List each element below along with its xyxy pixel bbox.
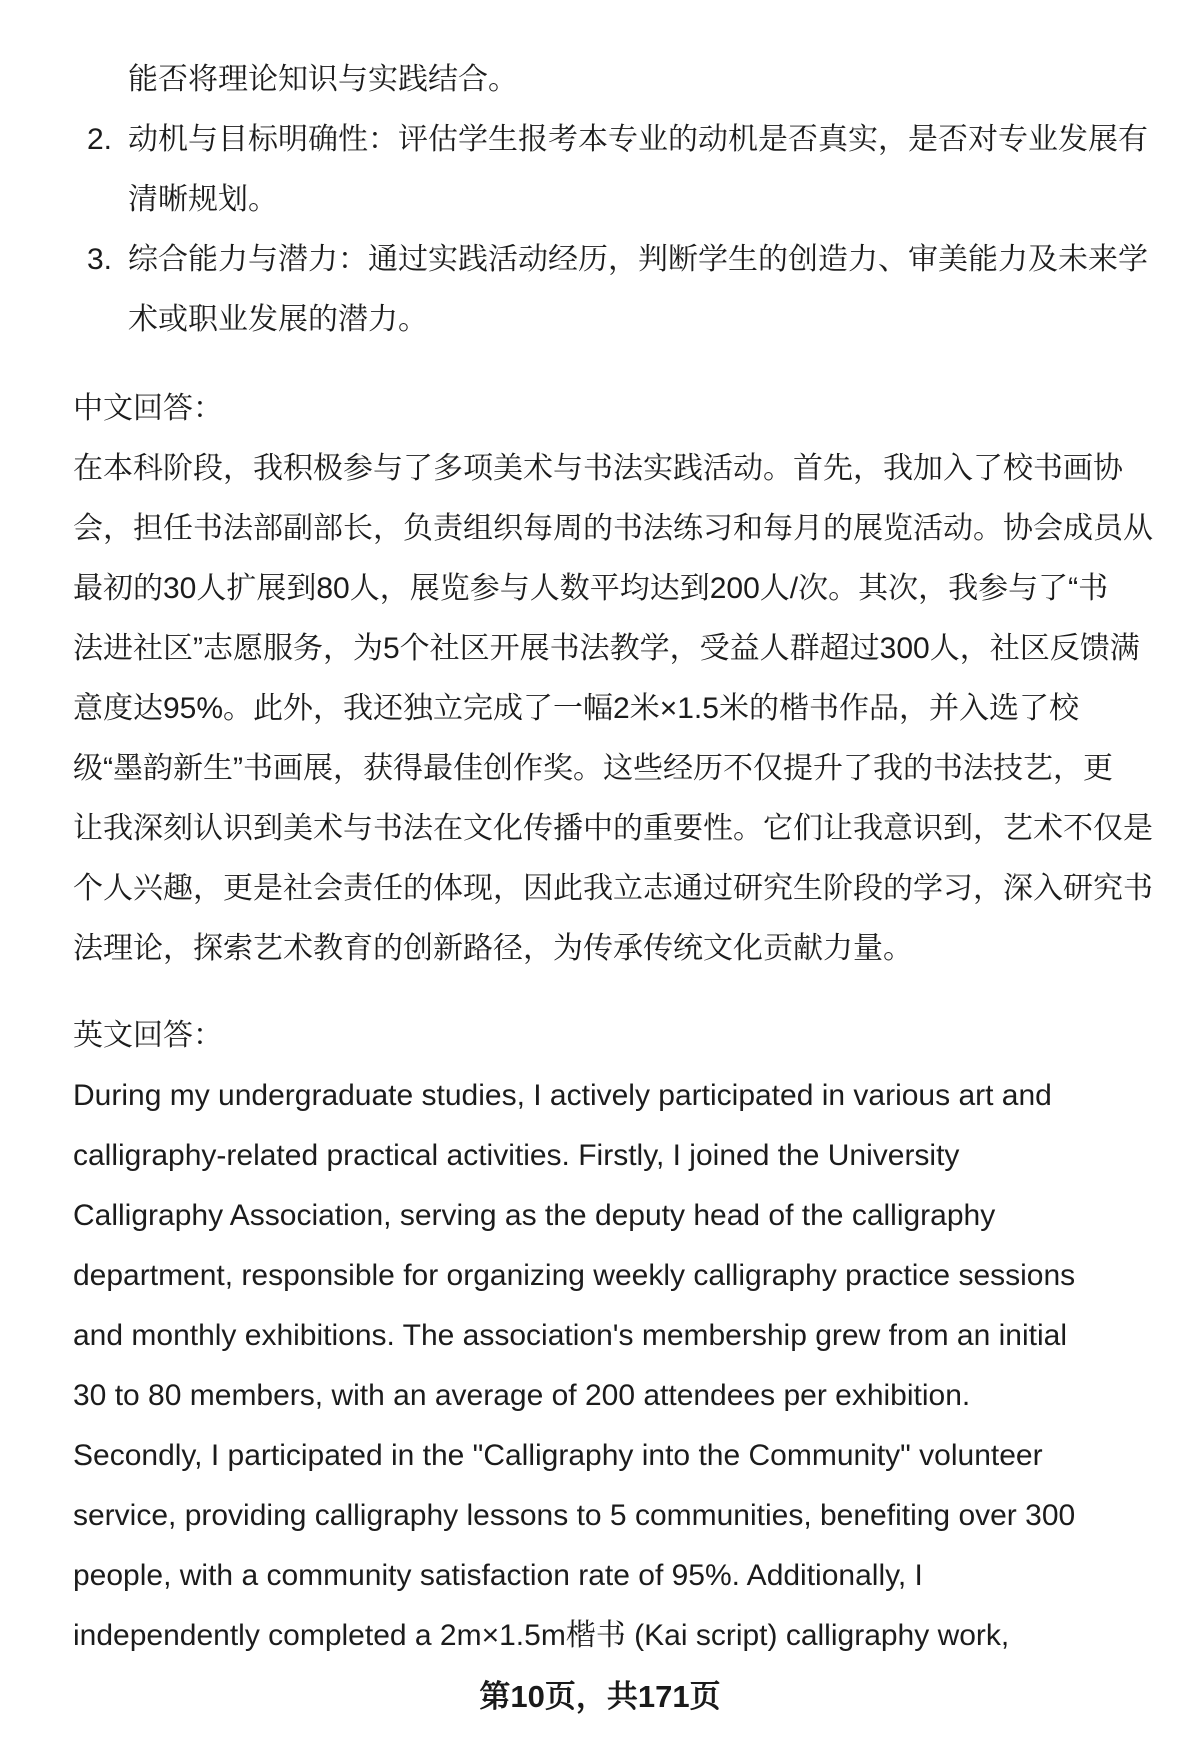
english-answer-heading: 英文回答： <box>73 1019 223 1052</box>
english-answer-line: Secondly, I participated in the "Calligraphy into the Community" volunteer <box>73 1439 1043 1472</box>
chinese-answer-line: 级“墨韵新生”书画展，获得最佳创作奖。这些经历不仅提升了我的书法技艺，更 <box>73 752 1113 785</box>
chinese-answer-line: 意度达95%。此外，我还独立完成了一幅2米×1.5米的楷书作品，并入选了校 <box>73 692 1079 725</box>
english-answer-line: and monthly exhibitions. The association's membership grew from an initial <box>73 1319 1067 1352</box>
list-item-line: 清晰规划。 <box>128 183 278 216</box>
list-item-line <box>87 110 1200 170</box>
english-answer-line: During my undergraduate studies, I actively participated in various art and <box>73 1079 1052 1112</box>
list-item-number: 2. <box>87 123 113 156</box>
english-answer-line: 30 to 80 members, with an average of 200 attendees per exhibition. <box>73 1379 971 1412</box>
list-item-line: 术或职业发展的潜力。 <box>128 303 428 336</box>
list-item-text: 动机与目标明确性：评估学生报考本专业的动机是否真实，是否对专业发展有 <box>128 123 1148 156</box>
english-answer-section <box>73 1006 1200 1666</box>
chinese-answer-line: 法进社区”志愿服务，为5个社区开展书法教学，受益人群超过300人，社区反馈满 <box>73 632 1140 665</box>
list-item-line <box>87 230 1200 290</box>
chinese-answer-heading: 中文回答： <box>73 392 223 425</box>
english-answer-line: department, responsible for organizing weekly calligraphy practice sessions <box>73 1259 1076 1292</box>
chinese-answer-line: 在本科阶段，我积极参与了多项美术与书法实践活动。首先，我加入了校书画协 <box>73 452 1123 485</box>
chinese-answer-line: 会，担任书法部副部长，负责组织每周的书法练习和每月的展览活动。协会成员从 <box>73 512 1153 545</box>
chinese-answer-line: 个人兴趣，更是社会责任的体现，因此我立志通过研究生阶段的学习，深入研究书 <box>73 872 1153 905</box>
criteria-list <box>73 50 1200 350</box>
chinese-answer-line: 最初的30人扩展到80人，展览参与人数平均达到200人/次。其次，我参与了“书 <box>73 572 1109 605</box>
list-item-text: 综合能力与潜力：通过实践活动经历，判断学生的创造力、审美能力及未来学 <box>128 243 1148 276</box>
list-item-number: 3. <box>87 243 113 276</box>
english-answer-line: Calligraphy Association, serving as the deputy head of the calligraphy <box>73 1199 996 1232</box>
page-number-footer: 第10页，共171页 <box>479 1679 721 1714</box>
chinese-answer-line: 让我深刻认识到美术与书法在文化传播中的重要性。它们让我意识到，艺术不仅是 <box>73 812 1153 845</box>
list-item-3 <box>73 230 1200 350</box>
chinese-answer-line: 法理论，探索艺术教育的创新路径，为传承传统文化贡献力量。 <box>73 932 913 965</box>
english-answer-line: people, with a community satisfaction rate of 95%. Additionally, I <box>73 1559 923 1592</box>
list-item-2 <box>73 110 1200 230</box>
list-item-1-continuation: 能否将理论知识与实践结合。 <box>128 63 518 96</box>
chinese-answer-section <box>73 379 1200 979</box>
english-answer-line: independently completed a 2m×1.5m楷书 (Kai script) calligraphy work, <box>73 1619 1010 1652</box>
english-answer-line: service, providing calligraphy lessons to 5 communities, benefiting over 300 <box>73 1499 1076 1532</box>
english-answer-line: calligraphy-related practical activities. Firstly, I joined the University <box>73 1139 960 1172</box>
